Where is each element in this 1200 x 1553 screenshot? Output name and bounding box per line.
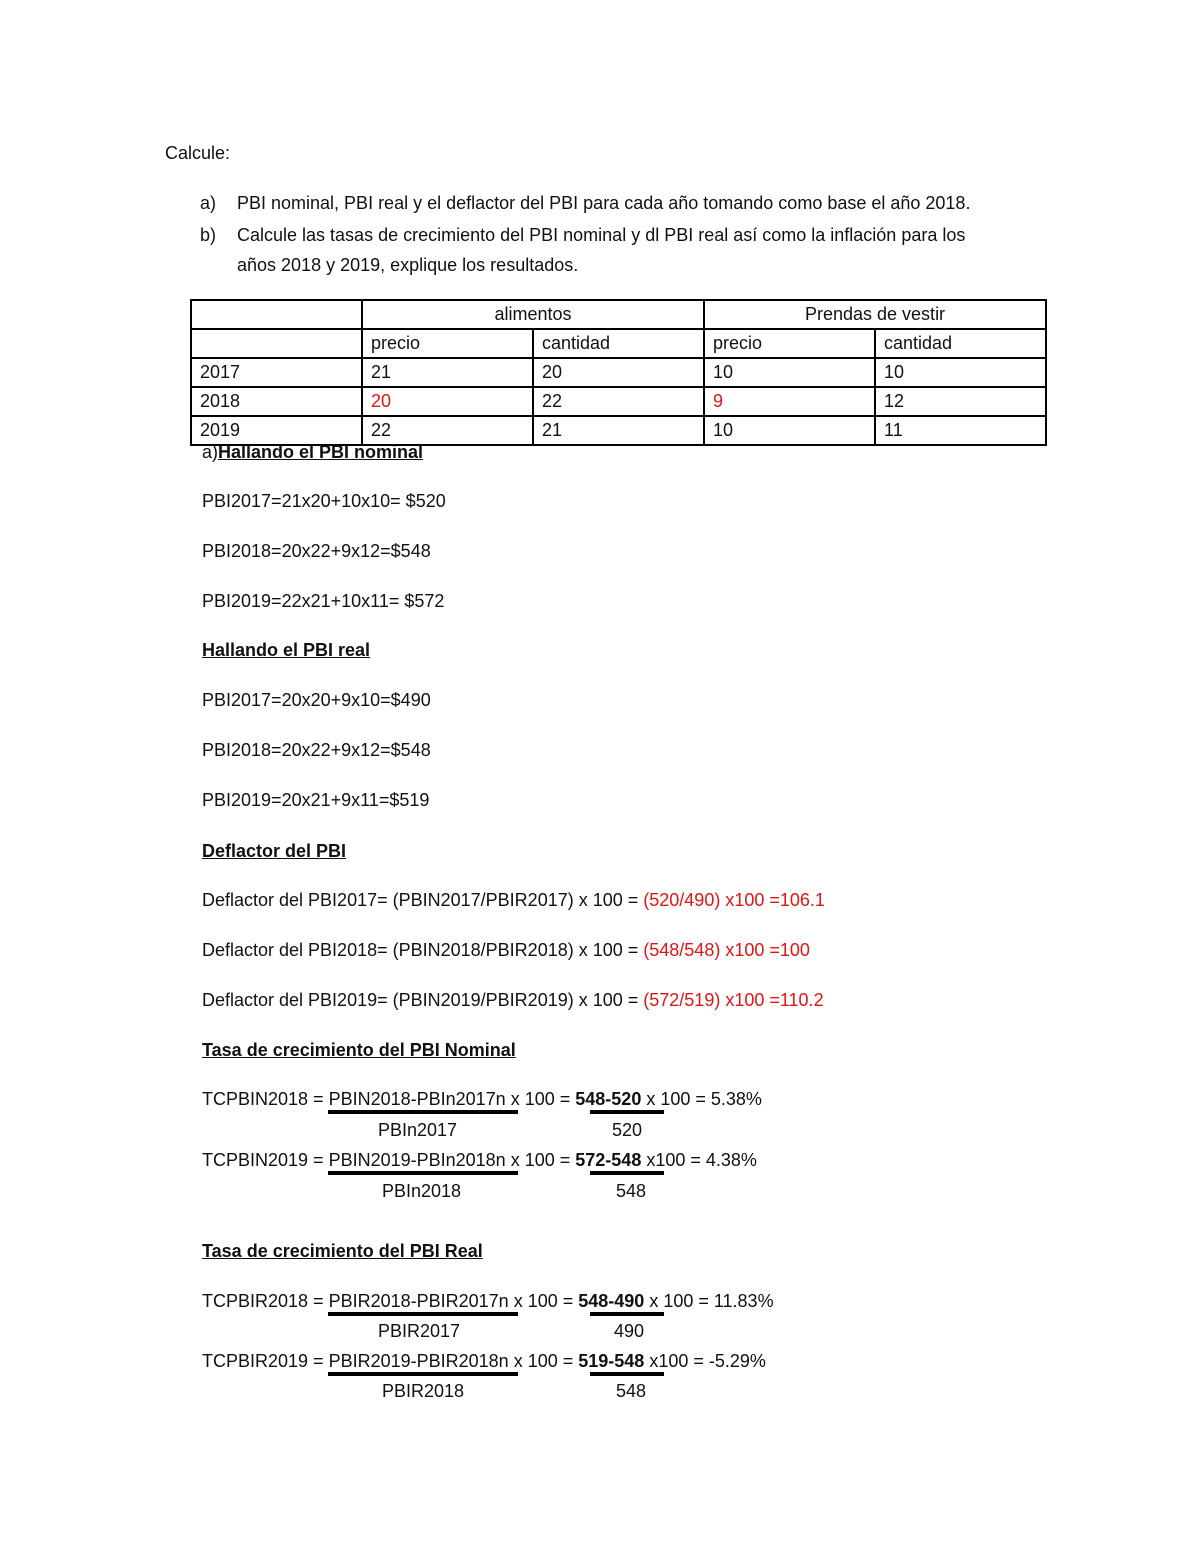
- formula-denominator-value: 490: [614, 1321, 645, 1341]
- table-cell: 12: [875, 387, 1046, 416]
- item-a-marker: a): [200, 193, 217, 213]
- table-corner-cell: [191, 300, 362, 329]
- table-cell: 20: [533, 358, 704, 387]
- formula-mid: x 100 =: [508, 1291, 579, 1311]
- table-cell: 21: [362, 358, 533, 387]
- deflator-line: [202, 890, 825, 911]
- table-cell-highlight: 20: [362, 387, 533, 416]
- deflator-line: [202, 990, 824, 1011]
- growth-formula: [202, 1089, 762, 1110]
- real-heading: Hallando el PBI real: [202, 640, 371, 660]
- item-b-marker: b): [200, 225, 217, 245]
- data-table: [190, 299, 1047, 446]
- fraction-bar: [590, 1110, 664, 1114]
- sub-header-cell: cantidad: [533, 329, 704, 358]
- table-cell: 22: [533, 387, 704, 416]
- real-line: PBI2018=20x22+9x12=$548: [202, 740, 431, 760]
- growth-formula: [202, 1291, 774, 1312]
- table-group-header-row: [191, 300, 1046, 329]
- fraction-bar: [328, 1171, 518, 1175]
- group-header-alimentos: alimentos: [362, 300, 704, 329]
- formula-mid: x 100 =: [508, 1351, 579, 1371]
- intro-title: Calcule:: [165, 143, 231, 163]
- formula-numerator: PBIN2019-PBIn2018n: [328, 1150, 506, 1170]
- deflator-result: (520/490) x100 =106.1: [643, 890, 825, 910]
- growth-formula: [202, 1150, 757, 1171]
- real-line: PBI2017=20x20+9x10=$490: [202, 690, 431, 710]
- growth-formula: [202, 1351, 766, 1372]
- formula-numerator-values: 519-548: [578, 1351, 645, 1371]
- table-cell: 21: [533, 416, 704, 445]
- growth-nominal-heading: Tasa de crecimiento del PBI Nominal: [202, 1040, 516, 1060]
- fraction-bar: [590, 1171, 664, 1175]
- formula-denominator: PBIn2018: [382, 1181, 462, 1201]
- fraction-bar: [328, 1110, 518, 1114]
- formula-mid: x 100 =: [505, 1089, 576, 1109]
- deflator-result: (548/548) x100 =100: [643, 940, 810, 960]
- formula-end: x100 = 4.38%: [641, 1150, 757, 1170]
- formula-mid: x 100 =: [505, 1150, 576, 1170]
- table-cell: 10: [704, 416, 875, 445]
- fraction-bar: [590, 1312, 664, 1316]
- table-sub-header-row: [191, 329, 1046, 358]
- deflator-label: Deflactor del PBI2019= (PBIN2019/PBIR2019) x 100 =: [202, 990, 644, 1010]
- deflator-label: Deflactor del PBI2018= (PBIN2018/PBIR2018) x 100 =: [202, 940, 644, 960]
- formula-numerator: PBIR2018-PBIR2017n: [328, 1291, 509, 1311]
- table-row: [191, 416, 1046, 445]
- formula-numerator-values: 548-490: [578, 1291, 645, 1311]
- formula-end: x 100 = 5.38%: [641, 1089, 762, 1109]
- real-line: PBI2019=20x21+9x11=$519: [202, 790, 430, 810]
- growth-real-heading: Tasa de crecimiento del PBI Real: [202, 1241, 483, 1261]
- table-cell: 10: [704, 358, 875, 387]
- deflator-heading: Deflactor del PBI: [202, 841, 347, 861]
- formula-lhs: TCPBIN2018 =: [202, 1089, 329, 1109]
- formula-end: x100 = -5.29%: [644, 1351, 766, 1371]
- deflator-line: [202, 940, 810, 961]
- nominal-prefix: a): [202, 442, 219, 462]
- table-empty-cell: [191, 329, 362, 358]
- item-b-text-cont: años 2018 y 2019, explique los resultados.: [237, 255, 579, 275]
- formula-lhs: TCPBIN2019 =: [202, 1150, 329, 1170]
- table-cell: 10: [875, 358, 1046, 387]
- sub-header-cell: precio: [704, 329, 875, 358]
- formula-end: x 100 = 11.83%: [644, 1291, 774, 1311]
- formula-lhs: TCPBIR2019 =: [202, 1351, 329, 1371]
- fraction-bar: [328, 1312, 518, 1316]
- group-header-prendas: Prendas de vestir: [704, 300, 1046, 329]
- nominal-line: PBI2018=20x22+9x12=$548: [202, 541, 431, 561]
- nominal-line: PBI2017=21x20+10x10= $520: [202, 491, 446, 511]
- formula-denominator-value: 548: [616, 1181, 647, 1201]
- sub-header-cell: cantidad: [875, 329, 1046, 358]
- table-cell-highlight: 9: [704, 387, 875, 416]
- deflator-label: Deflactor del PBI2017= (PBIN2017/PBIR2017) x 100 =: [202, 890, 644, 910]
- formula-lhs: TCPBIR2018 =: [202, 1291, 329, 1311]
- formula-denominator: PBIn2017: [378, 1120, 458, 1140]
- nominal-heading: [202, 442, 423, 463]
- table-row: [191, 387, 1046, 416]
- item-a-text: PBI nominal, PBI real y el deflactor del PBI para cada año tomando como base el año 2018.: [237, 193, 971, 213]
- fraction-bar: [328, 1372, 518, 1376]
- formula-denominator: PBIR2018: [382, 1381, 465, 1401]
- table-cell: 11: [875, 416, 1046, 445]
- formula-numerator-values: 572-548: [575, 1150, 642, 1170]
- table-cell: 22: [362, 416, 533, 445]
- sub-header-cell: precio: [362, 329, 533, 358]
- formula-denominator-value: 548: [616, 1381, 647, 1401]
- formula-numerator: PBIN2018-PBIn2017n: [328, 1089, 506, 1109]
- formula-denominator-value: 520: [612, 1120, 643, 1140]
- year-cell: 2018: [191, 387, 362, 416]
- deflator-result: (572/519) x100 =110.2: [643, 990, 824, 1010]
- formula-numerator-values: 548-520: [575, 1089, 642, 1109]
- nominal-line: PBI2019=22x21+10x11= $572: [202, 591, 445, 611]
- formula-denominator: PBIR2017: [378, 1321, 461, 1341]
- year-cell: 2019: [191, 416, 362, 445]
- item-b-text: Calcule las tasas de crecimiento del PBI nominal y dl PBI real así como la inflación para los: [237, 225, 966, 245]
- nominal-heading-text: Hallando el PBI nominal: [218, 442, 424, 462]
- fraction-bar: [590, 1372, 664, 1376]
- year-cell: 2017: [191, 358, 362, 387]
- formula-numerator: PBIR2019-PBIR2018n: [328, 1351, 509, 1371]
- table-row: [191, 358, 1046, 387]
